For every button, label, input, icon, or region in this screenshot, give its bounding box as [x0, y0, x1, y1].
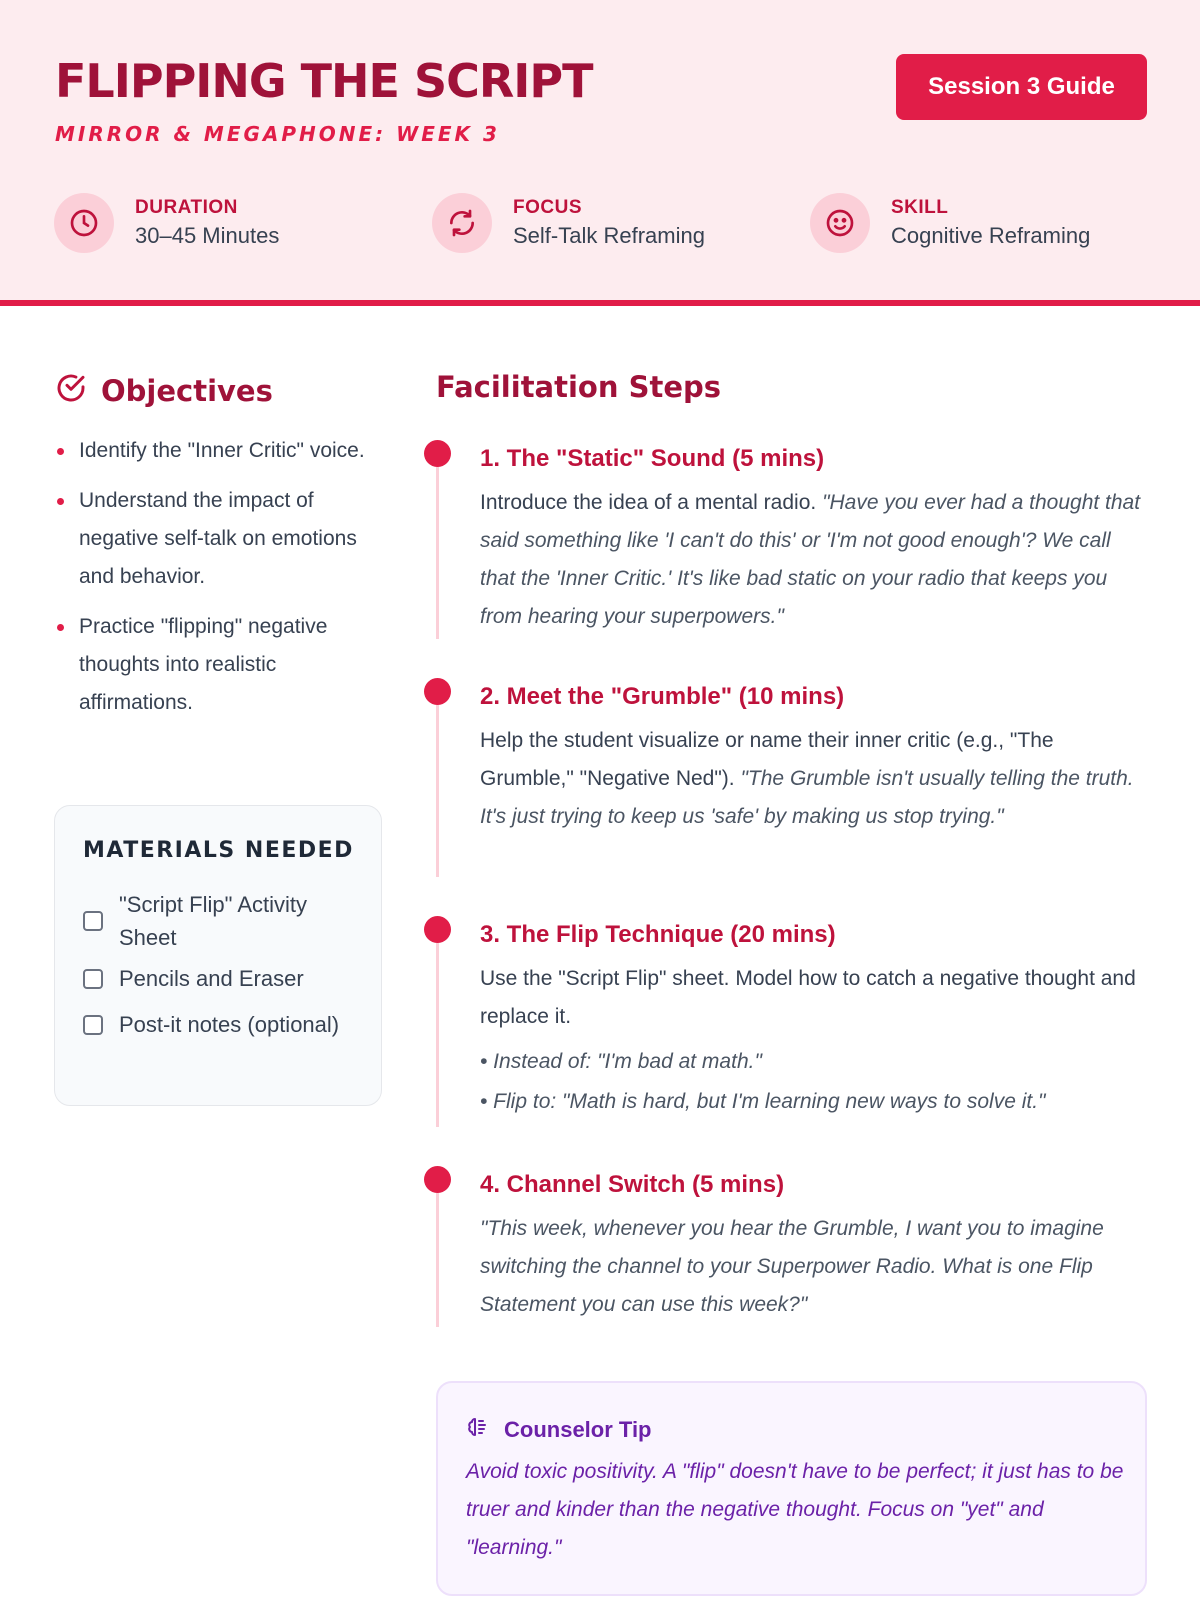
timeline-line: [436, 453, 439, 639]
material-item: [83, 962, 349, 995]
list-item: Practice "flipping" negative thoughts into realistic affirmations.: [55, 608, 375, 722]
tip-heading: [466, 1415, 652, 1445]
step-text: [480, 722, 1145, 836]
step-text: [480, 484, 1145, 636]
steps-heading: Facilitation Steps: [436, 370, 722, 404]
material-label: "Script Flip" Activity Sheet: [119, 892, 307, 950]
smile-icon: [810, 193, 870, 253]
example-item: • Instead of: "I'm bad at math.": [480, 1050, 762, 1073]
material-label: Post-it notes (optional): [119, 1012, 340, 1037]
step-text: Use the "Script Flip" sheet. Model how to catch a negative thought and replace it.: [480, 967, 1136, 1028]
timeline-line: [436, 1179, 439, 1327]
brain-icon: [466, 1415, 490, 1445]
checkbox[interactable]: [83, 969, 103, 989]
checkbox[interactable]: [83, 911, 103, 931]
meta-skill: [810, 193, 1090, 253]
step-title: 4. Channel Switch (5 mins): [480, 1171, 785, 1198]
step-4: [480, 1170, 1145, 1324]
meta-label: SKILL: [891, 197, 949, 218]
materials-heading: MATERIALS NEEDED: [83, 838, 354, 863]
step-quote: "This week, whenever you hear the Grumble, I want you to imagine switching the channel to your Superpower Radio. What is one Flip Statement you can use this week?": [480, 1217, 1104, 1316]
meta-duration: [54, 193, 279, 253]
step-1: [480, 444, 1145, 636]
page-subtitle: MIRROR & MEGAPHONE: WEEK 3: [55, 122, 500, 146]
meta-label: FOCUS: [513, 197, 582, 218]
materials-card: [54, 805, 382, 1106]
list-item: Understand the impact of negative self-talk on emotions and behavior.: [55, 482, 375, 596]
meta-label: DURATION: [135, 197, 238, 218]
timeline-dot: [424, 916, 451, 943]
objectives-list: [55, 432, 375, 734]
meta-value: Cognitive Reframing: [891, 223, 1091, 248]
refresh-icon: [432, 193, 492, 253]
step-quote: "Have you ever had a thought that said something like 'I can't do this' or 'I'm not good enough'? We call that the 'Inner Critic.' It's like bad static on your radio that keeps you from hearing your superpowers.": [480, 491, 1141, 628]
step-title: 1. The "Static" Sound (5 mins): [480, 445, 825, 472]
meta-value: 30–45 Minutes: [135, 223, 280, 248]
example-item: • Flip to: "Math is hard, but I'm learning new ways to solve it.": [480, 1090, 1046, 1113]
step-title: 3. The Flip Technique (20 mins): [480, 921, 836, 948]
timeline-dot: [424, 678, 451, 705]
timeline-line: [436, 691, 439, 877]
counselor-tip-card: [436, 1381, 1147, 1596]
meta-value: Self-Talk Reframing: [513, 223, 705, 248]
timeline-dot: [424, 440, 451, 467]
tip-title: Counselor Tip: [504, 1417, 652, 1442]
check-circle-icon: [55, 372, 87, 409]
step-examples: [480, 1042, 1145, 1122]
list-item: Identify the "Inner Critic" voice.: [55, 432, 375, 470]
timeline-line: [436, 929, 439, 1127]
tip-text: Avoid toxic positivity. A "flip" doesn't have to be perfect; it just has to be truer and kinder than the negative thought. Focus on "yet" and "learning.": [466, 1460, 1124, 1559]
material-label: Pencils and Eraser: [119, 966, 304, 991]
step-quote: "The Grumble isn't usually telling the truth. It's just trying to keep us 'safe' by making us stop trying.": [480, 767, 1134, 828]
material-item: [83, 1008, 349, 1041]
step-2: [480, 682, 1145, 836]
objectives-title: Objectives: [101, 373, 273, 408]
page-title: FLIPPING THE SCRIPT: [55, 54, 593, 108]
objectives-heading: [55, 372, 273, 409]
checkbox[interactable]: [83, 1015, 103, 1035]
page-header: [0, 0, 1200, 306]
step-intro: Introduce the idea of a mental radio.: [480, 491, 823, 514]
timeline-dot: [424, 1166, 451, 1193]
clock-icon: [54, 193, 114, 253]
material-item: [83, 888, 349, 954]
step-text: [480, 1210, 1145, 1324]
session-guide-button[interactable]: Session 3 Guide: [896, 54, 1147, 120]
step-title: 2. Meet the "Grumble" (10 mins): [480, 683, 845, 710]
step-intro: Help the student visualize or name their inner critic (e.g., "The Grumble," "Negative Ned").: [480, 729, 1054, 790]
step-3: [480, 920, 1145, 1122]
meta-focus: [432, 193, 705, 253]
